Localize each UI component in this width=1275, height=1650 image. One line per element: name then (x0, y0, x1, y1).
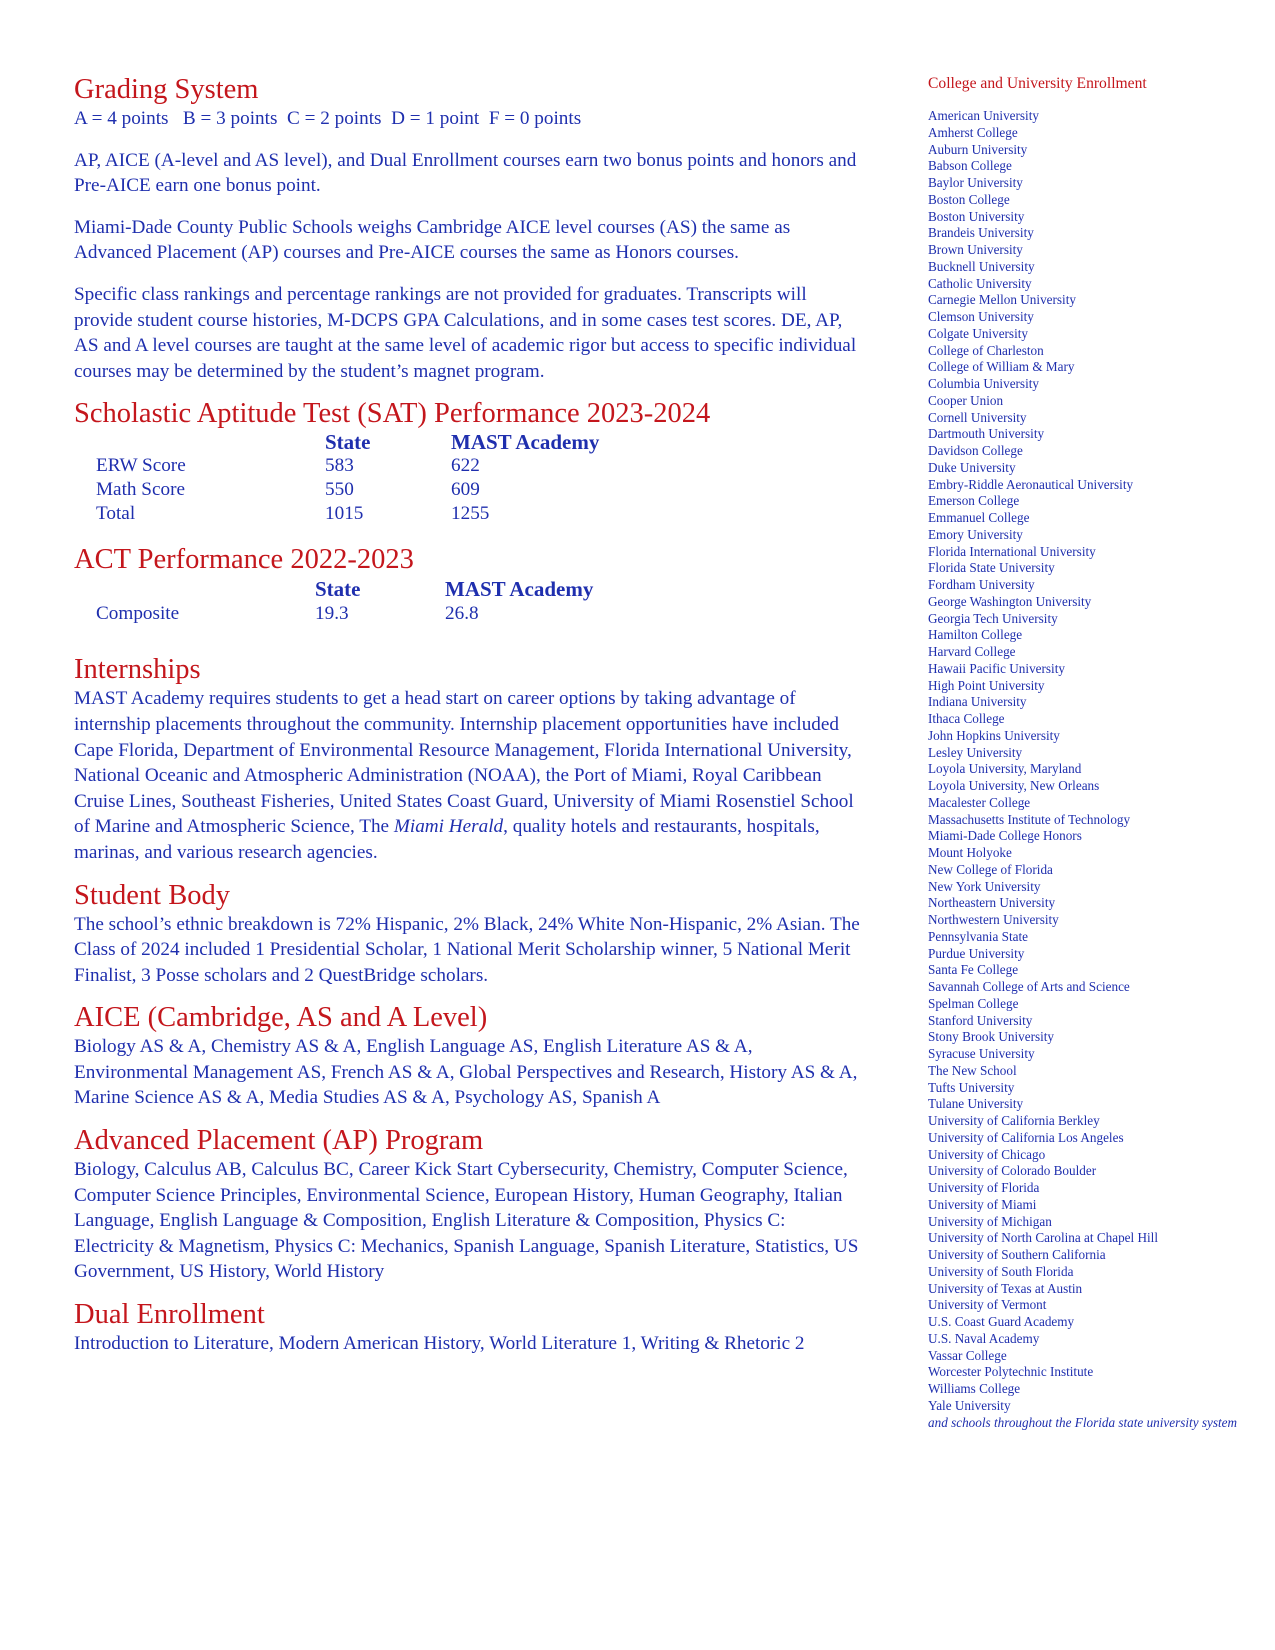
grading-heading: Grading System (74, 74, 259, 105)
school-list-item: Tulane University (928, 1096, 1024, 1112)
grading-ranking-text: Specific class rankings and percentage rankings are not provided for graduates. Transcripts will provide student course histories, M-DCPS GPA Calculations, and in some cases test scores. DE, AP, AS and A level courses are taught at the same level of academic rigor but access to specific individual courses may be determined by the student’s magnet program. (74, 283, 857, 382)
aice-heading: AICE (Cambridge, AS and A Level) (74, 1002, 488, 1034)
school-list-item: Georgia Tech University (928, 610, 1058, 626)
sat-row-label: ERW Score (96, 455, 186, 477)
act-row (74, 602, 864, 626)
school-list-item: Bucknell University (928, 258, 1035, 274)
school-list-item: Brown University (928, 242, 1023, 257)
act-row-school: 26.8 (445, 603, 479, 625)
school-list-item: University of Texas at Austin (928, 1280, 1083, 1296)
sat-header-row (74, 430, 864, 454)
act-col-school: MAST Academy (445, 577, 594, 602)
school-list-item: Boston University (928, 208, 1025, 224)
school-list-item: Pennsylvania State (928, 928, 1028, 944)
act-row-state: 19.3 (315, 603, 349, 625)
sat-col-state: State (325, 430, 371, 455)
school-list (928, 108, 1258, 1415)
enrollment-title: College and University Enrollment (928, 75, 1147, 92)
school-list-item: Clemson University (928, 309, 1034, 324)
internships-text (74, 686, 864, 865)
school-list-item: Cornell University (928, 409, 1027, 425)
school-list-item: Fordham University (928, 577, 1035, 592)
school-list-item: Brandeis University (928, 225, 1034, 241)
dual-enrollment-text: Introduction to Literature, Modern American History, World Literature 1, Writing & Rhetoric 2 (74, 1333, 805, 1355)
sat-row (74, 478, 864, 502)
school-list-item: University of California Berkley (928, 1113, 1100, 1128)
school-list-item: University of Michigan (928, 1213, 1052, 1229)
school-list-item: Columbia University (928, 376, 1039, 391)
school-list-item: High Point University (928, 677, 1045, 693)
school-list-item: Yale University (928, 1397, 1011, 1413)
school-list-item: Syracuse University (928, 1046, 1035, 1061)
student-body-text: The school’s ethnic breakdown is 72% Hispanic, 2% Black, 24% White Non-Hispanic, 2% Asian. The Class of 2024 included 1 Presidential Scholar, 1 National Merit Scholarship winner, 5 National Merit Finalist, 3 Posse scholars and 2 QuestBridge scholars. (74, 913, 860, 986)
school-list-item: University of South Florida (928, 1263, 1074, 1279)
dual-enrollment-heading: Dual Enrollment (74, 1299, 265, 1331)
school-list-item: New York University (928, 878, 1041, 894)
school-list-item: Emerson College (928, 493, 1020, 509)
act-heading: ACT Performance 2022-2023 (74, 544, 414, 576)
school-list-item: Spelman College (928, 995, 1019, 1011)
school-list-item: Emmanuel College (928, 510, 1030, 525)
school-list-item: Baylor University (928, 175, 1023, 190)
school-list-item: Macalester College (928, 794, 1031, 810)
enrollment-note: and schools throughout the Florida state university system (928, 1414, 1238, 1430)
school-list-item: Florida State University (928, 560, 1055, 576)
school-list-item: Colgate University (928, 325, 1028, 341)
aice-text: Biology AS & A, Chemistry AS & A, English Language AS, English Literature AS & A, Environmental Management AS, French AS & A, Global Perspectives and Research, History AS & A, Marine Science AS & A, Media Studies AS & A, Psychology AS, Spanish A (74, 1036, 858, 1109)
school-list-item: George Washington University (928, 593, 1092, 609)
sat-row-school: 622 (451, 455, 480, 477)
school-list-item: Mount Holyoke (928, 845, 1012, 860)
school-list-item: Boston College (928, 191, 1010, 207)
school-list-item: Purdue University (928, 945, 1025, 961)
school-list-item: University of Chicago (928, 1146, 1046, 1162)
main-column (74, 74, 864, 1357)
school-list-item: Loyola University, Maryland (928, 761, 1082, 777)
sat-row-label: Math Score (96, 479, 185, 501)
sat-col-school: MAST Academy (451, 430, 600, 455)
enrollment-sidebar (928, 74, 1258, 1431)
act-table (74, 576, 864, 626)
school-list-item: Emory University (928, 526, 1023, 542)
school-list-item: U.S. Coast Guard Academy (928, 1314, 1075, 1329)
school-list-item: University of Vermont (928, 1297, 1047, 1313)
school-list-item: Worcester Polytechnic Institute (928, 1364, 1094, 1380)
school-list-item: Tufts University (928, 1079, 1015, 1095)
internships-text-part: MAST Academy requires students to get a head start on career options by taking advantage of internship placements throughout the community. Internship placement opportunities have included Cape Florida, Department of Environmental Resource Management, Florida International University, National Oceanic and Atmospheric Administration (NOAA), the Port of Miami, Royal Caribbean Cruise Lines, Southeast Fisheries, United States Coast Guard, University of Miami Rosenstiel School of Marine and Atmospheric Science, The (74, 688, 854, 838)
act-header-row (74, 576, 864, 602)
school-list-item: Miami-Dade College Honors (928, 828, 1082, 844)
school-list-item: Lesley University (928, 744, 1023, 760)
school-list-item: Catholic University (928, 275, 1032, 291)
school-list-item: University of Miami (928, 1196, 1037, 1212)
school-list-item: Indiana University (928, 694, 1027, 710)
sat-row-state: 583 (325, 455, 354, 477)
school-list-item: Santa Fe College (928, 962, 1019, 978)
school-list-item: Vassar College (928, 1347, 1007, 1363)
school-list-item: Ithaca College (928, 711, 1005, 726)
school-list-item: Auburn University (928, 141, 1028, 157)
grading-bonus-text: AP, AICE (A-level and AS level), and Dual Enrollment courses earn two bonus points and honors and Pre-AICE earn one bonus point. (74, 149, 857, 197)
school-list-item: Savannah College of Arts and Science (928, 979, 1130, 994)
school-list-item: University of Florida (928, 1180, 1040, 1195)
school-list-item: Amherst College (928, 124, 1018, 140)
school-list-item: Dartmouth University (928, 426, 1045, 442)
sat-heading: Scholastic Aptitude Test (SAT) Performance 2023-2024 (74, 398, 711, 430)
grading-aice-text: Miami-Dade County Public Schools weighs Cambridge AICE level courses (AS) the same as Advanced Placement (AP) courses and Pre-AICE courses the same as Honors courses. (74, 216, 791, 264)
school-list-item: Williams College (928, 1381, 1021, 1396)
sat-row-state: 1015 (325, 503, 364, 525)
school-list-item: Cooper Union (928, 392, 1004, 408)
school-list-item: Massachusetts Institute of Technology (928, 811, 1131, 827)
school-list-item: Northwestern University (928, 912, 1059, 927)
school-list-item: University of Colorado Boulder (928, 1163, 1097, 1179)
sat-row-label: Total (96, 503, 136, 525)
school-list-item: College of Charleston (928, 342, 1044, 358)
internships-heading: Internships (74, 654, 201, 686)
school-list-item: Davidson College (928, 443, 1023, 458)
sat-table (74, 430, 864, 526)
school-list-item: Northeastern University (928, 895, 1056, 911)
school-list-item: Carnegie Mellon University (928, 292, 1076, 308)
school-list-item: Embry-Riddle Aeronautical University (928, 476, 1134, 492)
school-list-item: College of William & Mary (928, 359, 1075, 375)
student-body-heading: Student Body (74, 879, 230, 911)
sat-row-school: 609 (451, 479, 480, 501)
school-list-item: American University (928, 108, 1039, 123)
sat-row (74, 454, 864, 478)
ap-heading: Advanced Placement (AP) Program (74, 1125, 484, 1157)
act-col-state: State (315, 577, 361, 602)
ap-text: Biology, Calculus AB, Calculus BC, Career Kick Start Cybersecurity, Chemistry, Computer Science, Computer Science Principles, Environmental Science, European History, Human Geography, Italian Language, English Language & Composition, English Literature & Composition, Physics C: Electricity & Magnetism, Physics C: Mechanics, Spanish Language, Spanish Literature, Statistics, US Government, US History, World History (74, 1159, 859, 1283)
sat-row-school: 1255 (451, 503, 490, 525)
sat-row-state: 550 (325, 479, 354, 501)
miami-herald-title: Miami Herald (393, 816, 504, 838)
school-list-item: John Hopkins University (928, 727, 1060, 743)
school-list-item: Harvard College (928, 644, 1016, 659)
school-list-item: Loyola University, New Orleans (928, 778, 1100, 793)
school-list-item: Stanford University (928, 1012, 1033, 1028)
school-list-item: University of California Los Angeles (928, 1129, 1124, 1145)
school-list-item: Babson College (928, 158, 1012, 174)
sat-row (74, 502, 864, 526)
school-list-item: The New School (928, 1062, 1017, 1078)
school-list-item: U.S. Naval Academy (928, 1330, 1040, 1346)
school-list-item: Duke University (928, 459, 1016, 475)
school-list-item: Hamilton College (928, 627, 1023, 643)
internships-text-part: , quality hotels and restaurants, hospitals, marinas, and various research agencies. (74, 816, 820, 863)
act-row-label: Composite (96, 603, 180, 625)
grading-scale: A = 4 points B = 3 points C = 2 points D = 1 point F = 0 points (74, 108, 582, 129)
school-list-item: Stony Brook University (928, 1029, 1055, 1045)
school-list-item: New College of Florida (928, 861, 1053, 877)
school-list-item: Hawaii Pacific University (928, 660, 1065, 676)
school-list-item: Florida International University (928, 543, 1096, 559)
school-list-item: University of North Carolina at Chapel Hill (928, 1230, 1159, 1246)
school-list-item: University of Southern California (928, 1247, 1106, 1262)
